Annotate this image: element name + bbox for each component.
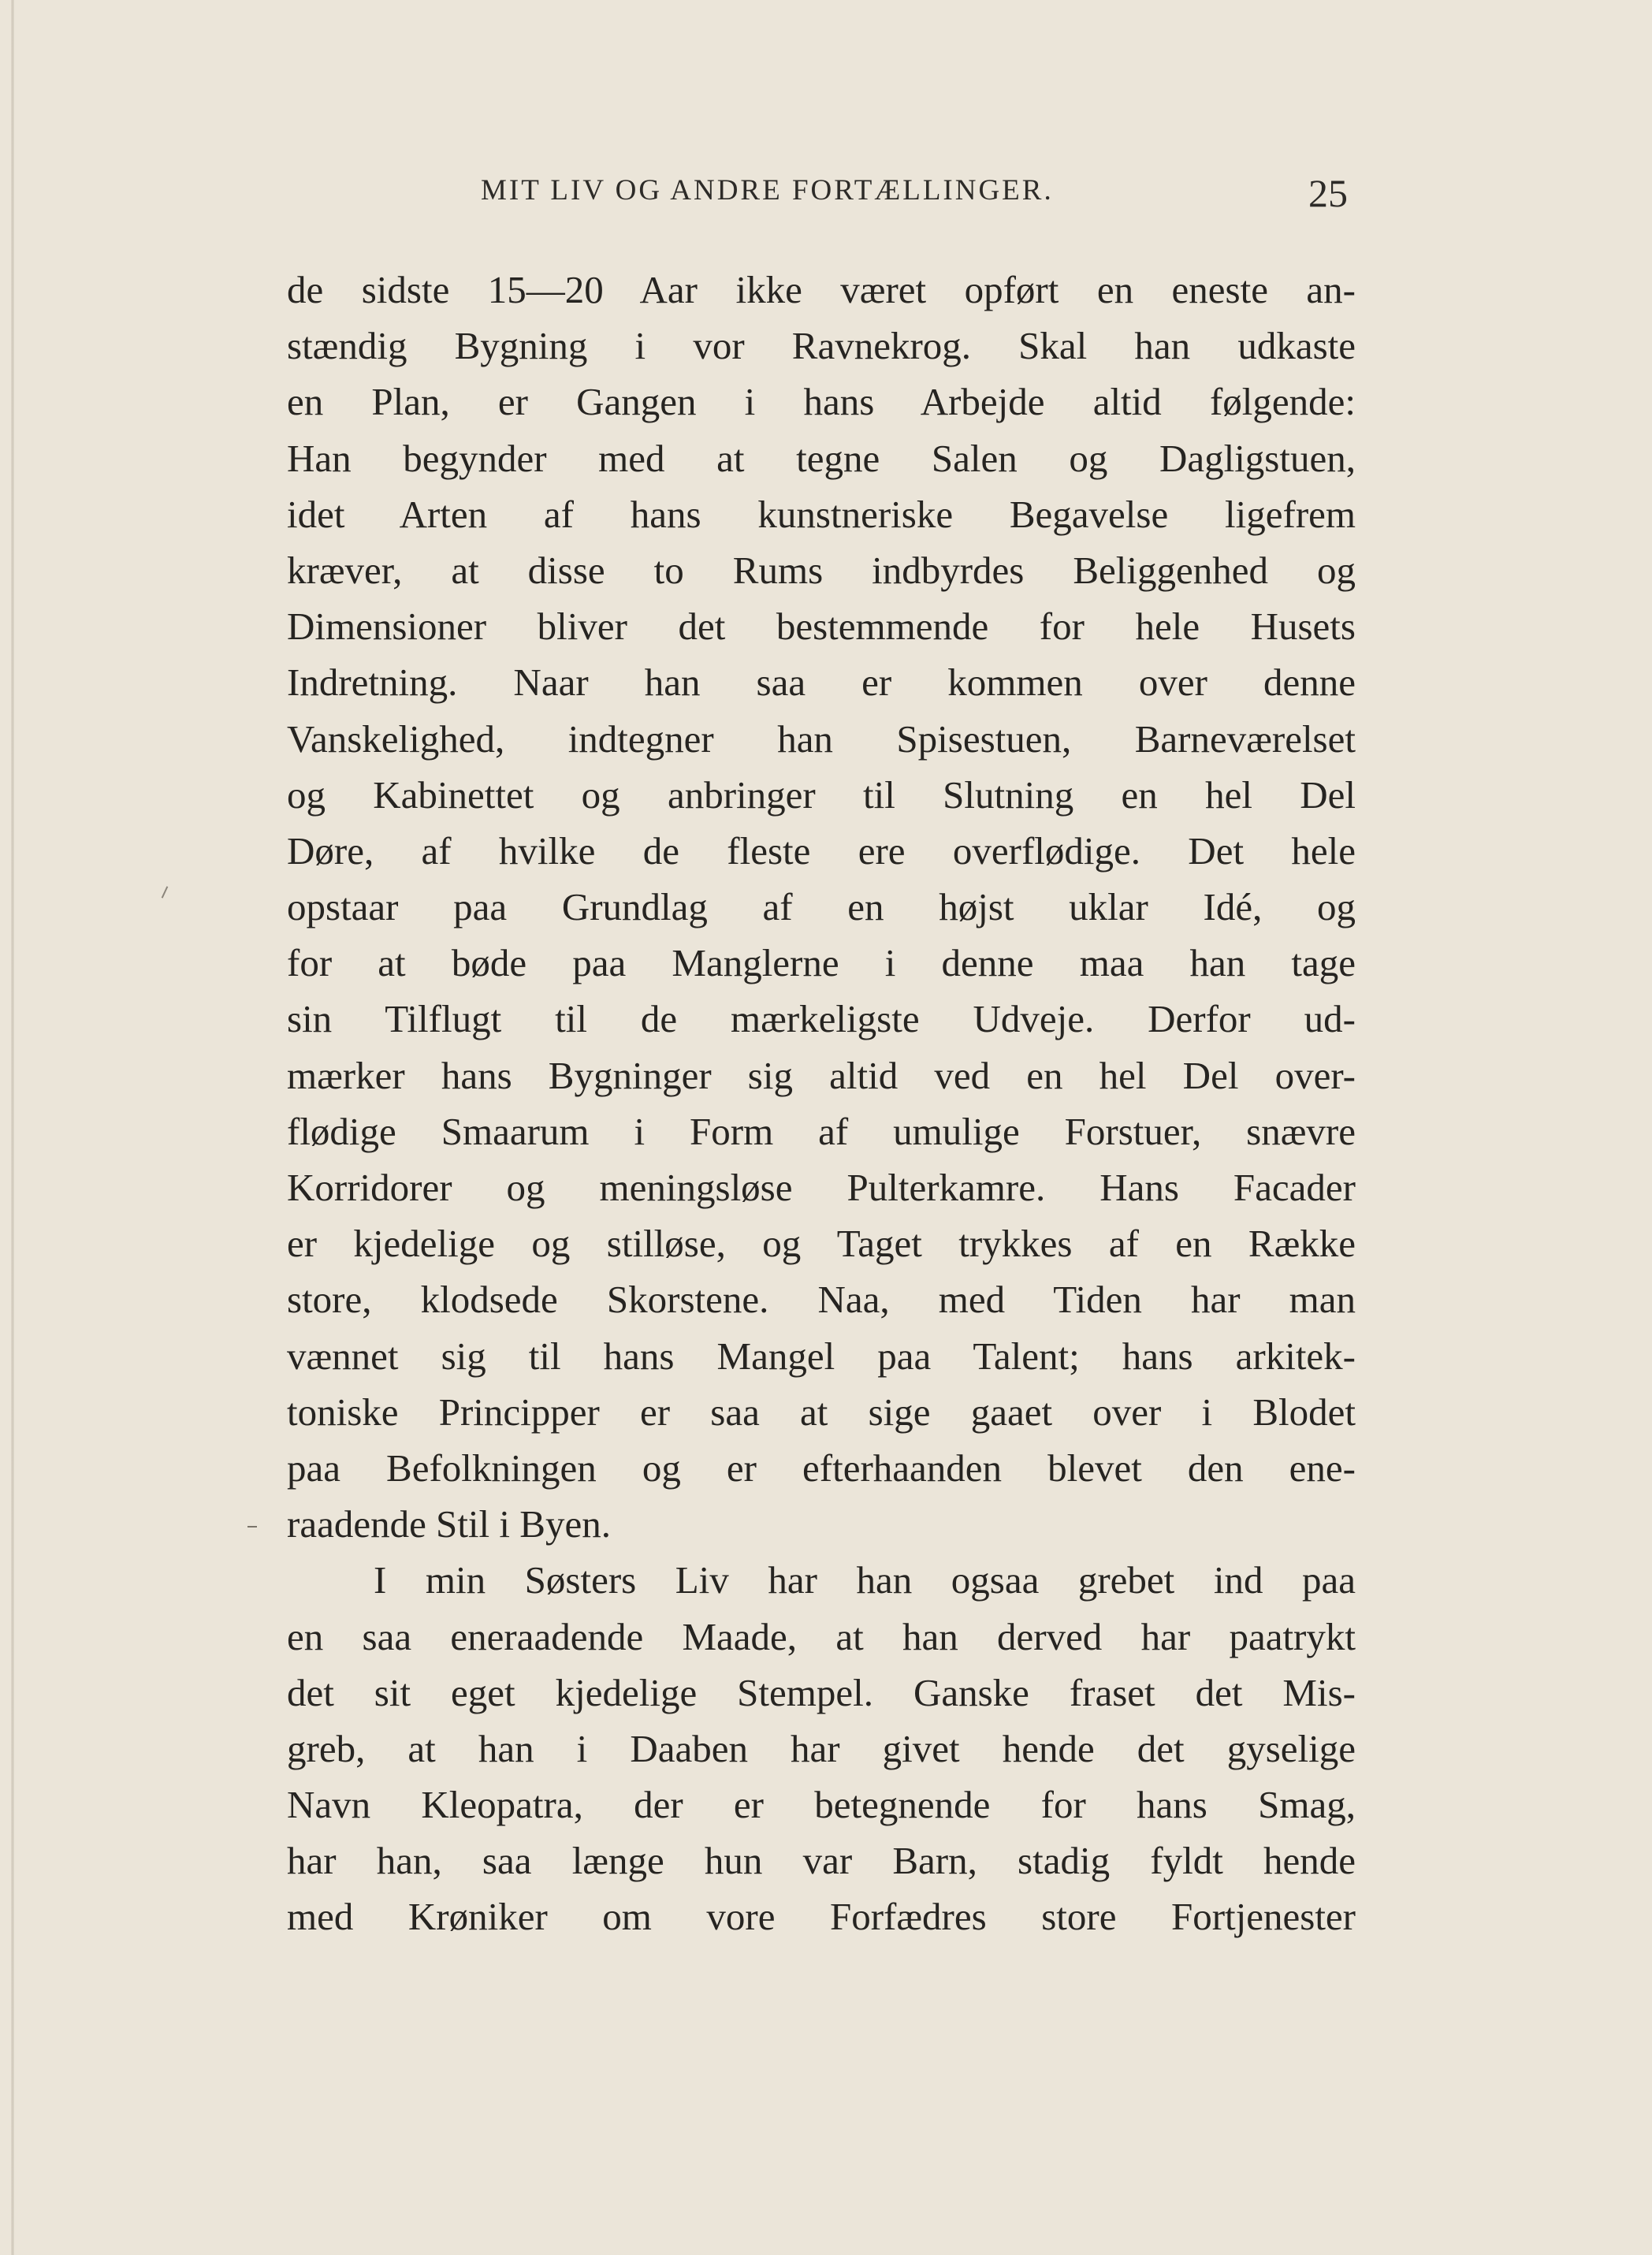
body-text [287,262,1356,1945]
text-line: en saa eneraadende Maade, at han derved har paatrykt [287,1614,1356,1658]
text-line: Dimensioner bliver det bestemmende for hele Husets [287,605,1356,649]
text-line: Indretning. Naar han saa er kommen over denne [287,660,1356,705]
text-line: og Kabinettet og anbringer til Slutning en hel Del [287,772,1356,817]
text-line: det sit eget kjedelige Stempel. Ganske fraset det Mis- [287,1670,1356,1714]
text-line: Han begynder med at tegne Salen og Dagligstuen, [287,436,1356,480]
text-line: toniske Principper er saa at sige gaaet over i Blodet [287,1390,1356,1434]
text-line: med Krøniker om vore Forfædres store Fortjenester [287,1895,1356,1939]
text-line: kræver, at disse to Rums indbyrdes Beliggenhed og [287,548,1356,592]
text-line: for at bøde paa Manglerne i denne maa han tage [287,941,1356,985]
text-line: mærker hans Bygninger sig altid ved en hel Del over- [287,1053,1356,1097]
text-line: paa Befolkningen og er efterhaanden blevet den ene- [287,1446,1356,1490]
text-line: store, klodsede Skorstene. Naa, med Tiden har man [287,1278,1356,1322]
text-line: de sidste 15—20 Aar ikke været opført en eneste an- [287,268,1356,311]
text-line: flødige Smaarum i Form af umulige Forstuer, snævre [287,1109,1356,1153]
text-line: opstaar paa Grundlag af en højst uklar Idé, og [287,885,1356,929]
margin-dash [247,1526,257,1528]
text-line: Navn Kleopatra, der er betegnende for hans Smag, [287,1783,1356,1827]
text-line: sin Tilflugt til de mærkeligste Udveje. Derfor ud- [287,997,1356,1041]
page-number: 25 [1308,171,1348,215]
margin-mark [162,886,169,898]
running-title: MIT LIV OG ANDRE FORTÆLLINGER. [481,174,1054,207]
text-line: greb, at han i Daaben har givet hende det gyselige [287,1726,1356,1770]
text-line: en Plan, er Gangen i hans Arbejde altid følgende: [287,380,1356,424]
text-line: Vanskelighed, indtegner han Spisestuen, Barneværelset [287,716,1356,761]
text-line: er kjedelige og stilløse, og Taget trykkes af en Række [287,1222,1356,1266]
paragraph-end-line: raadende Stil i Byen. [287,1502,611,1546]
text-line: stændig Bygning i vor Ravnekrog. Skal han udkaste [287,324,1356,368]
paragraph-start-line: I min Søsters Liv har han ogsaa grebet ind paa [374,1558,1356,1602]
text-line: Døre, af hvilke de fleste ere overflødige. Det hele [287,828,1356,873]
text-line: har han, saa længe hun var Barn, stadig fyldt hende [287,1839,1356,1883]
page-binding-edge [11,0,14,2255]
text-line: idet Arten af hans kunstneriske Begavelse ligefrem [287,492,1356,536]
text-line: vænnet sig til hans Mangel paa Talent; hans arkitek- [287,1334,1356,1378]
text-line: Korridorer og meningsløse Pulterkamre. Hans Facader [287,1166,1356,1209]
